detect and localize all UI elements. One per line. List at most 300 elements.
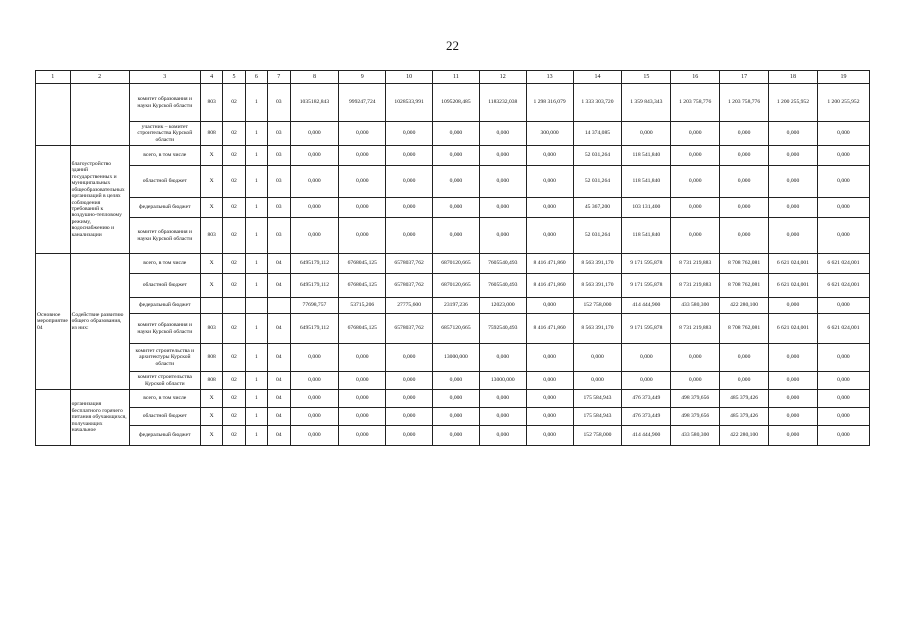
value-cell: 0,000 [817, 390, 869, 408]
value-cell: 152 758,000 [573, 426, 622, 446]
grbs-cell: 803 [200, 218, 222, 254]
value-cell: 0,000 [769, 198, 818, 218]
value-cell: 0,000 [433, 198, 480, 218]
value-cell: 0,000 [769, 218, 818, 254]
page-number: 22 [446, 38, 459, 53]
value-cell: 414 444,900 [622, 426, 671, 446]
header-cell-5: 5 [223, 71, 245, 84]
value-cell: 0,000 [339, 198, 386, 218]
value-cell: 27775,600 [386, 298, 433, 314]
value-cell: 8 708 762,081 [720, 254, 769, 274]
value-cell: 0,000 [386, 218, 433, 254]
table-row [36, 254, 870, 274]
grbs-cell: 808 [200, 372, 222, 390]
value-cell: 0,000 [720, 218, 769, 254]
csr-cell: 04 [268, 372, 290, 390]
value-cell: 999247,724 [339, 84, 386, 122]
grbs-cell: 803 [200, 314, 222, 344]
value-cell: 0,000 [479, 198, 526, 218]
value-cell: 0,000 [386, 344, 433, 372]
responsible-cell: федеральный бюджет [129, 298, 200, 314]
value-cell: 433 580,300 [671, 426, 720, 446]
value-cell: 8 731 219,883 [671, 254, 720, 274]
value-cell: 0,000 [339, 372, 386, 390]
value-cell: 0,000 [526, 218, 573, 254]
value-cell: 0,000 [671, 122, 720, 146]
value-cell: 0,000 [290, 218, 339, 254]
csr-cell: 04 [268, 314, 290, 344]
grbs-cell: Х [200, 198, 222, 218]
value-cell: 8 563 391,170 [573, 254, 622, 274]
value-cell: 9 171 595,878 [622, 254, 671, 274]
table-row [36, 218, 870, 254]
value-cell: 9 171 595,878 [622, 274, 671, 298]
value-cell: 0,000 [720, 166, 769, 198]
grbs-cell: Х [200, 390, 222, 408]
responsible-cell: областной бюджет [129, 166, 200, 198]
value-cell: 52 031,264 [573, 218, 622, 254]
pr-cell: 1 [245, 426, 267, 446]
value-cell: 0,000 [526, 298, 573, 314]
responsible-cell: комитет образования и науки Курской области [129, 218, 200, 254]
value-cell: 0,000 [339, 390, 386, 408]
rz-cell: 02 [223, 198, 245, 218]
value-cell: 9 171 595,878 [622, 314, 671, 344]
value-cell: 0,000 [433, 408, 480, 426]
value-cell: 498 379,656 [671, 390, 720, 408]
value-cell: 0,000 [290, 390, 339, 408]
rz-cell: 02 [223, 390, 245, 408]
csr-cell: 04 [268, 426, 290, 446]
value-cell: 1 298 316,079 [526, 84, 573, 122]
csr-cell: 04 [268, 344, 290, 372]
value-cell: 433 580,300 [671, 298, 720, 314]
value-cell: 0,000 [817, 372, 869, 390]
csr-cell: 04 [268, 390, 290, 408]
value-cell: 0,000 [817, 122, 869, 146]
value-cell: 0,000 [433, 146, 480, 166]
csr-cell: 03 [268, 198, 290, 218]
responsible-cell: участник – комитет строительства Курской области [129, 122, 200, 146]
value-cell: 8 416 471,860 [526, 274, 573, 298]
budget-table [35, 70, 870, 446]
value-cell: 414 444,900 [622, 298, 671, 314]
table-row [36, 314, 870, 344]
header-cell-14: 14 [573, 71, 622, 84]
table-row [36, 122, 870, 146]
activity-code-cell [36, 146, 71, 254]
header-cell-17: 17 [720, 71, 769, 84]
value-cell: 0,000 [479, 122, 526, 146]
value-cell: 6 621 024,001 [817, 254, 869, 274]
value-cell: 6 621 024,001 [817, 314, 869, 344]
pr-cell: 1 [245, 254, 267, 274]
pr-cell: 1 [245, 146, 267, 166]
value-cell: 485 379,426 [720, 408, 769, 426]
rz-cell: 02 [223, 254, 245, 274]
csr-cell: 03 [268, 146, 290, 166]
value-cell: 0,000 [433, 372, 480, 390]
value-cell: 0,000 [526, 166, 573, 198]
value-cell: 0,000 [622, 372, 671, 390]
value-cell: 6 621 024,001 [817, 274, 869, 298]
value-cell: 6 621 024,001 [769, 314, 818, 344]
csr-cell: 04 [268, 274, 290, 298]
value-cell: 0,000 [479, 344, 526, 372]
value-cell: 0,000 [526, 390, 573, 408]
header-cell-10: 10 [386, 71, 433, 84]
value-cell: 8 563 391,170 [573, 274, 622, 298]
value-cell: 175 584,943 [573, 408, 622, 426]
value-cell: 1 200 255,952 [817, 84, 869, 122]
grbs-cell: Х [200, 146, 222, 166]
value-cell: 0,000 [817, 298, 869, 314]
csr-cell: 04 [268, 408, 290, 426]
header-cell-15: 15 [622, 71, 671, 84]
value-cell: 52 031,264 [573, 146, 622, 166]
rz-cell: 02 [223, 426, 245, 446]
value-cell: 476 373,449 [622, 408, 671, 426]
activity-name-cell: благоустройство зданий государственных и муниципальных общеобразовательных организаций в целях соблюдения требований к воздушно-тепловому режиму, водоснабжению и канализации [70, 146, 129, 254]
value-cell: 0,000 [526, 372, 573, 390]
value-cell: 0,000 [769, 408, 818, 426]
value-cell: 118 541,840 [622, 218, 671, 254]
pr-cell: 1 [245, 344, 267, 372]
value-cell: 0,000 [526, 408, 573, 426]
value-cell: 152 758,000 [573, 298, 622, 314]
value-cell: 53715,206 [339, 298, 386, 314]
value-cell: 0,000 [526, 426, 573, 446]
value-cell: 422 280,100 [720, 426, 769, 446]
value-cell: 0,000 [339, 122, 386, 146]
table-row [36, 426, 870, 446]
header-cell-7: 7 [268, 71, 290, 84]
value-cell: 0,000 [817, 146, 869, 166]
value-cell: 0,000 [290, 166, 339, 198]
value-cell: 0,000 [817, 166, 869, 198]
value-cell: 0,000 [386, 426, 433, 446]
value-cell: 118 541,840 [622, 166, 671, 198]
rz-cell: 02 [223, 218, 245, 254]
value-cell: 0,000 [720, 122, 769, 146]
table-row [36, 408, 870, 426]
table-row [36, 84, 870, 122]
value-cell: 0,000 [290, 122, 339, 146]
responsible-cell: комитет строительства Курской области [129, 372, 200, 390]
header-cell-16: 16 [671, 71, 720, 84]
value-cell: 0,000 [290, 372, 339, 390]
pr-cell: 1 [245, 198, 267, 218]
value-cell: 0,000 [671, 372, 720, 390]
value-cell: 0,000 [433, 122, 480, 146]
value-cell: 498 379,656 [671, 408, 720, 426]
pr-cell: 1 [245, 408, 267, 426]
value-cell: 0,000 [290, 344, 339, 372]
value-cell: 0,000 [769, 166, 818, 198]
value-cell: 14 374,085 [573, 122, 622, 146]
value-cell: 0,000 [817, 344, 869, 372]
activity-name-cell [70, 84, 129, 146]
value-cell: 8 731 219,883 [671, 274, 720, 298]
grbs-cell [200, 298, 222, 314]
rz-cell [223, 298, 245, 314]
value-cell: 0,000 [769, 146, 818, 166]
header-cell-8: 8 [290, 71, 339, 84]
rz-cell: 02 [223, 344, 245, 372]
activity-name-cell: организация бесплатного горячего питания обучающихся, получающих начальное [70, 390, 129, 446]
value-cell: 8 563 391,170 [573, 314, 622, 344]
value-cell: 0,000 [339, 408, 386, 426]
value-cell: 8 708 762,081 [720, 274, 769, 298]
value-cell: 0,000 [526, 198, 573, 218]
value-cell: 0,000 [720, 372, 769, 390]
value-cell: 0,000 [720, 198, 769, 218]
value-cell: 7592540,493 [479, 314, 526, 344]
header-cell-4: 4 [200, 71, 222, 84]
table-row [36, 390, 870, 408]
value-cell: 6870120,665 [433, 254, 480, 274]
value-cell: 0,000 [671, 146, 720, 166]
value-cell: 1095208,485 [433, 84, 480, 122]
value-cell: 6578037,762 [386, 314, 433, 344]
activity-code-cell: Основное мероприятие 04 [36, 254, 71, 390]
table-row [36, 298, 870, 314]
value-cell: 6768045,125 [339, 254, 386, 274]
value-cell: 8 708 762,081 [720, 314, 769, 344]
table-row [36, 344, 870, 372]
header-cell-3: 3 [129, 71, 200, 84]
pr-cell: 1 [245, 372, 267, 390]
header-cell-1: 1 [36, 71, 71, 84]
responsible-cell: комитет строительства и архитектуры Курской области [129, 344, 200, 372]
value-cell: 6 621 024,001 [769, 274, 818, 298]
rz-cell: 02 [223, 372, 245, 390]
rz-cell: 02 [223, 274, 245, 298]
grbs-cell: 808 [200, 344, 222, 372]
value-cell: 0,000 [769, 390, 818, 408]
value-cell: 6578037,762 [386, 274, 433, 298]
pr-cell: 1 [245, 84, 267, 122]
value-cell: 0,000 [339, 344, 386, 372]
value-cell: 1028533,991 [386, 84, 433, 122]
value-cell: 0,000 [573, 344, 622, 372]
value-cell: 0,000 [526, 344, 573, 372]
header-cell-12: 12 [479, 71, 526, 84]
value-cell: 0,000 [290, 146, 339, 166]
value-cell: 0,000 [671, 198, 720, 218]
header-cell-19: 19 [817, 71, 869, 84]
header-cell-13: 13 [526, 71, 573, 84]
value-cell: 6578037,762 [386, 254, 433, 274]
value-cell: 0,000 [433, 166, 480, 198]
value-cell: 0,000 [622, 344, 671, 372]
value-cell: 7605540,493 [479, 254, 526, 274]
value-cell: 103 131,400 [622, 198, 671, 218]
value-cell: 6768045,125 [339, 274, 386, 298]
header-row [36, 71, 870, 84]
value-cell: 1 359 843,343 [622, 84, 671, 122]
header-cell-2: 2 [70, 71, 129, 84]
responsible-cell: областной бюджет [129, 408, 200, 426]
value-cell: 6495179,112 [290, 254, 339, 274]
value-cell: 0,000 [339, 218, 386, 254]
value-cell: 23197,236 [433, 298, 480, 314]
grbs-cell: Х [200, 274, 222, 298]
value-cell: 0,000 [386, 198, 433, 218]
value-cell: 6857120,665 [433, 314, 480, 344]
value-cell: 6495179,112 [290, 314, 339, 344]
value-cell: 6 621 024,001 [769, 254, 818, 274]
csr-cell: 03 [268, 218, 290, 254]
value-cell: 118 541,840 [622, 146, 671, 166]
table-row [36, 274, 870, 298]
responsible-cell: областной бюджет [129, 274, 200, 298]
value-cell: 0,000 [622, 122, 671, 146]
rz-cell: 02 [223, 122, 245, 146]
csr-cell [268, 298, 290, 314]
table-row [36, 198, 870, 218]
value-cell: 0,000 [479, 408, 526, 426]
header-cell-6: 6 [245, 71, 267, 84]
responsible-cell: всего, в том числе [129, 254, 200, 274]
responsible-cell: всего, в том числе [129, 390, 200, 408]
value-cell: 175 584,943 [573, 390, 622, 408]
value-cell: 0,000 [817, 218, 869, 254]
value-cell: 0,000 [339, 146, 386, 166]
value-cell: 0,000 [769, 122, 818, 146]
value-cell: 0,000 [386, 122, 433, 146]
rz-cell: 02 [223, 408, 245, 426]
value-cell: 0,000 [769, 426, 818, 446]
value-cell: 0,000 [526, 146, 573, 166]
value-cell: 0,000 [386, 166, 433, 198]
pr-cell: 1 [245, 314, 267, 344]
value-cell: 45 367,200 [573, 198, 622, 218]
activity-code-cell [36, 84, 71, 146]
grbs-cell: Х [200, 166, 222, 198]
value-cell: 52 031,264 [573, 166, 622, 198]
pr-cell: 1 [245, 274, 267, 298]
responsible-cell: комитет образования и науки Курской области [129, 314, 200, 344]
header-cell-9: 9 [339, 71, 386, 84]
rz-cell: 02 [223, 84, 245, 122]
value-cell: 0,000 [433, 218, 480, 254]
value-cell: 422 280,100 [720, 298, 769, 314]
value-cell: 1183232,038 [479, 84, 526, 122]
value-cell: 12023,000 [479, 298, 526, 314]
pr-cell [245, 298, 267, 314]
value-cell: 0,000 [769, 298, 818, 314]
table-row [36, 166, 870, 198]
value-cell: 0,000 [479, 166, 526, 198]
pr-cell: 1 [245, 122, 267, 146]
value-cell: 8 416 471,860 [526, 314, 573, 344]
value-cell: 0,000 [433, 390, 480, 408]
value-cell: 77698,757 [290, 298, 339, 314]
table-body [36, 84, 870, 446]
activity-code-cell [36, 390, 71, 446]
value-cell: 0,000 [386, 390, 433, 408]
value-cell: 1 333 303,720 [573, 84, 622, 122]
grbs-cell: Х [200, 254, 222, 274]
csr-cell: 04 [268, 254, 290, 274]
value-cell: 0,000 [386, 146, 433, 166]
responsible-cell: федеральный бюджет [129, 198, 200, 218]
value-cell: 1 203 758,776 [671, 84, 720, 122]
value-cell: 0,000 [386, 408, 433, 426]
value-cell: 1 203 758,776 [720, 84, 769, 122]
csr-cell: 03 [268, 84, 290, 122]
value-cell: 476 373,449 [622, 390, 671, 408]
value-cell: 7605540,493 [479, 274, 526, 298]
value-cell: 0,000 [671, 344, 720, 372]
value-cell: 8 731 219,883 [671, 314, 720, 344]
rz-cell: 02 [223, 166, 245, 198]
value-cell: 0,000 [769, 372, 818, 390]
value-cell: 6768045,125 [339, 314, 386, 344]
value-cell: 0,000 [339, 426, 386, 446]
header-cell-18: 18 [769, 71, 818, 84]
value-cell: 0,000 [817, 198, 869, 218]
value-cell: 0,000 [720, 146, 769, 166]
value-cell: 300,000 [526, 122, 573, 146]
grbs-cell: Х [200, 426, 222, 446]
value-cell: 0,000 [479, 146, 526, 166]
responsible-cell: федеральный бюджет [129, 426, 200, 446]
value-cell: 0,000 [479, 390, 526, 408]
value-cell: 0,000 [433, 426, 480, 446]
value-cell: 0,000 [671, 218, 720, 254]
value-cell: 0,000 [817, 426, 869, 446]
table-row [36, 372, 870, 390]
header-cell-11: 11 [433, 71, 480, 84]
pr-cell: 1 [245, 390, 267, 408]
value-cell: 1035182,843 [290, 84, 339, 122]
value-cell: 485 379,426 [720, 390, 769, 408]
value-cell: 0,000 [817, 408, 869, 426]
value-cell: 0,000 [290, 426, 339, 446]
activity-name-cell: Содействие развитию общего образования, из них: [70, 254, 129, 390]
value-cell: 0,000 [720, 344, 769, 372]
value-cell: 8 416 471,860 [526, 254, 573, 274]
responsible-cell: всего, в том числе [129, 146, 200, 166]
responsible-cell: комитет образования и науки Курской области [129, 84, 200, 122]
rz-cell: 02 [223, 314, 245, 344]
value-cell: 0,000 [386, 372, 433, 390]
value-cell: 13000,000 [479, 372, 526, 390]
pr-cell: 1 [245, 166, 267, 198]
grbs-cell: 803 [200, 84, 222, 122]
value-cell: 0,000 [290, 408, 339, 426]
value-cell: 0,000 [769, 344, 818, 372]
pr-cell: 1 [245, 218, 267, 254]
value-cell: 0,000 [290, 198, 339, 218]
rz-cell: 02 [223, 146, 245, 166]
value-cell: 1 200 255,952 [769, 84, 818, 122]
value-cell: 0,000 [479, 218, 526, 254]
csr-cell: 03 [268, 166, 290, 198]
grbs-cell: Х [200, 408, 222, 426]
value-cell: 0,000 [671, 166, 720, 198]
value-cell: 0,000 [573, 372, 622, 390]
grbs-cell: 808 [200, 122, 222, 146]
value-cell: 6870120,665 [433, 274, 480, 298]
value-cell: 6495179,112 [290, 274, 339, 298]
csr-cell: 03 [268, 122, 290, 146]
value-cell: 13000,000 [433, 344, 480, 372]
value-cell: 0,000 [339, 166, 386, 198]
value-cell: 0,000 [479, 426, 526, 446]
